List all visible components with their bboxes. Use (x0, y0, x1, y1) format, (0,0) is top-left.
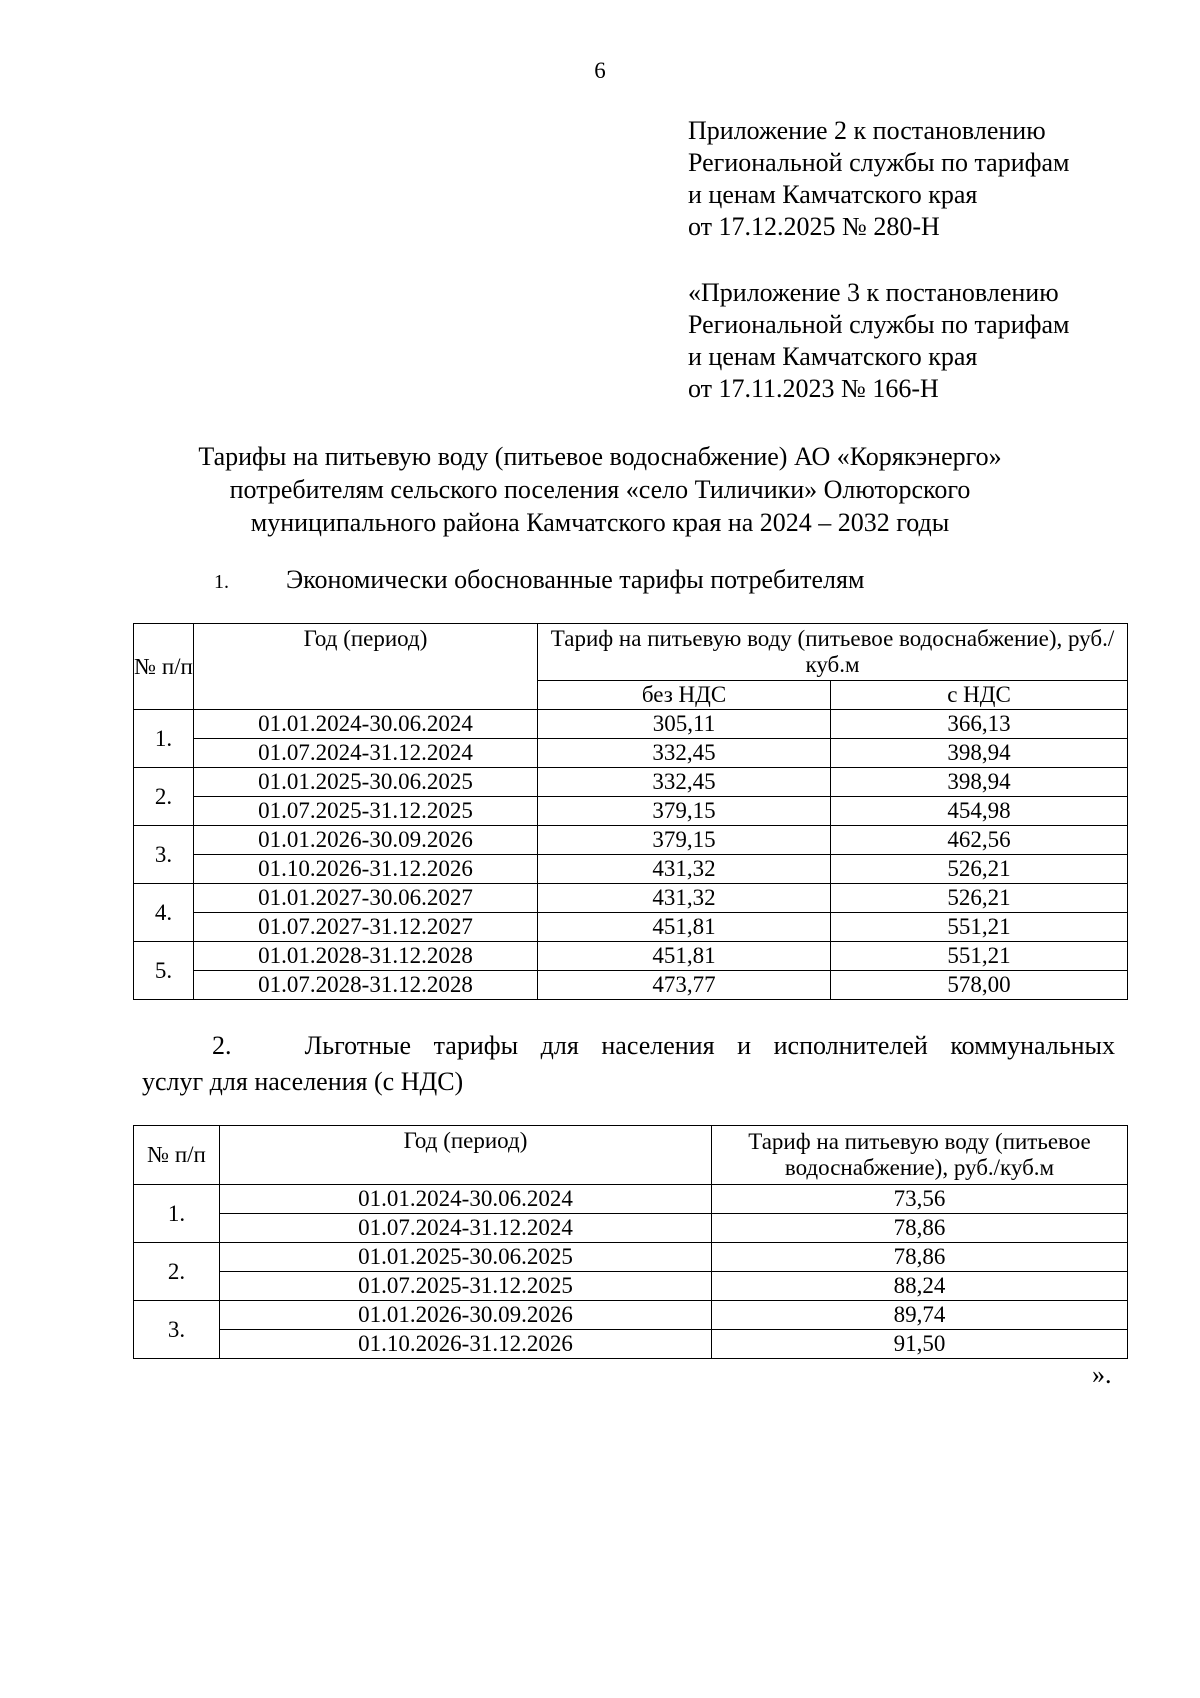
table-row (134, 884, 1128, 913)
table-row (134, 797, 1128, 826)
tariff-with-vat-cell: 462,56 (831, 826, 1128, 855)
period-cell: 01.01.2026-30.09.2026 (194, 826, 538, 855)
appendix-original-line: Региональной службы по тарифам (688, 310, 1070, 339)
header-num: № п/п (134, 1126, 220, 1185)
tariff-cell: 78,86 (712, 1243, 1128, 1272)
appendix-current-reference (688, 115, 1069, 243)
tariff-cell: 89,74 (712, 1301, 1128, 1330)
period-cell: 01.07.2025-31.12.2025 (220, 1272, 712, 1301)
table-row (134, 710, 1128, 739)
appendix-current-line: Региональной службы по тарифам (688, 148, 1070, 177)
row-number: 1. (134, 1185, 220, 1243)
header-period: Год (период) (220, 1126, 712, 1185)
appendix-current-line: от 17.12.2025 № 280-Н (688, 212, 940, 241)
period-cell: 01.01.2024-30.06.2024 (220, 1185, 712, 1214)
row-number: 2. (134, 1243, 220, 1301)
appendix-current-line: и ценам Камчатского края (688, 180, 978, 209)
tariff-no-vat-cell: 451,81 (538, 913, 831, 942)
appendix-original-line: от 17.11.2023 № 166-Н (688, 374, 939, 403)
period-cell: 01.07.2024-31.12.2024 (220, 1214, 712, 1243)
table-row (134, 942, 1128, 971)
period-cell: 01.07.2024-31.12.2024 (194, 739, 538, 768)
section-2-heading (142, 1028, 1115, 1100)
tariff-with-vat-cell: 366,13 (831, 710, 1128, 739)
section-1-number: 1. (214, 571, 229, 593)
appendix-original-line: «Приложение 3 к постановлению (688, 278, 1059, 307)
appendix-original-line: и ценам Камчатского края (688, 342, 978, 371)
period-cell: 01.07.2027-31.12.2027 (194, 913, 538, 942)
row-number: 3. (134, 826, 194, 884)
header-with-vat: с НДС (831, 681, 1128, 710)
section-2-number: 2. (212, 1031, 232, 1060)
row-number: 4. (134, 884, 194, 942)
page-number: 6 (594, 58, 606, 83)
tariff-with-vat-cell: 454,98 (831, 797, 1128, 826)
section-2-heading-word: тарифы (433, 1031, 519, 1060)
table-row (134, 913, 1128, 942)
section-2-heading-word: Льготные (304, 1031, 412, 1060)
table-row (134, 1301, 1128, 1330)
table-row (134, 855, 1128, 884)
period-cell: 01.01.2028-31.12.2028 (194, 942, 538, 971)
document-title-line: Тарифы на питьевую воду (питьевое водоснабжение) АО «Корякэнерго» (198, 442, 1002, 471)
appendix-original-reference (688, 277, 1069, 405)
section-2-heading-line1 (142, 1028, 1115, 1064)
period-cell: 01.07.2025-31.12.2025 (194, 797, 538, 826)
period-cell: 01.10.2026-31.12.2026 (220, 1330, 712, 1359)
table-row (134, 739, 1128, 768)
period-cell: 01.01.2024-30.06.2024 (194, 710, 538, 739)
tariff-cell: 88,24 (712, 1272, 1128, 1301)
table-row (134, 1243, 1128, 1272)
table-row (134, 1185, 1128, 1214)
preferential-tariffs-table (133, 1125, 1128, 1359)
tariff-no-vat-cell: 431,32 (538, 855, 831, 884)
header-tariff: Тариф на питьевую воду (питьевое водоснабжение), руб./куб.м (712, 1126, 1128, 1185)
section-2-heading-line2: услуг для населения (с НДС) (142, 1067, 464, 1096)
section-2-heading-word: исполнителей (773, 1031, 928, 1060)
tariff-with-vat-cell: 398,94 (831, 739, 1128, 768)
tariff-no-vat-cell: 379,15 (538, 826, 831, 855)
period-cell: 01.01.2026-30.09.2026 (220, 1301, 712, 1330)
tariff-no-vat-cell: 305,11 (538, 710, 831, 739)
tariff-with-vat-cell: 578,00 (831, 971, 1128, 1000)
period-cell: 01.01.2025-30.06.2025 (194, 768, 538, 797)
section-1-heading-text: Экономически обоснованные тарифы потребителям (286, 565, 865, 594)
header-tariff: Тариф на питьевую воду (питьевое водоснабжение), руб./куб.м (538, 624, 1128, 681)
tariff-with-vat-cell: 398,94 (831, 768, 1128, 797)
table-row (134, 1330, 1128, 1359)
row-number: 3. (134, 1301, 220, 1359)
section-1-heading (214, 565, 864, 595)
table-row (134, 768, 1128, 797)
tariff-cell: 91,50 (712, 1330, 1128, 1359)
closing-quote: ». (1092, 1360, 1112, 1389)
tariff-cell: 78,86 (712, 1214, 1128, 1243)
header-period: Год (период) (194, 624, 538, 710)
tariff-with-vat-cell: 526,21 (831, 884, 1128, 913)
period-cell: 01.01.2027-30.06.2027 (194, 884, 538, 913)
tariff-no-vat-cell: 431,32 (538, 884, 831, 913)
table-row (134, 1214, 1128, 1243)
section-2-heading-word: населения (601, 1031, 715, 1060)
economic-tariffs-table (133, 623, 1128, 1000)
tariff-no-vat-cell: 332,45 (538, 768, 831, 797)
tariff-with-vat-cell: 551,21 (831, 942, 1128, 971)
table-row (134, 1272, 1128, 1301)
table-row (134, 971, 1128, 1000)
tariff-no-vat-cell: 379,15 (538, 797, 831, 826)
tariff-no-vat-cell: 332,45 (538, 739, 831, 768)
table-row (134, 826, 1128, 855)
tariff-with-vat-cell: 526,21 (831, 855, 1128, 884)
document-title-line: муниципального района Камчатского края на 2024 – 2032 годы (250, 508, 950, 537)
section-2-heading-word: и (737, 1031, 752, 1060)
period-cell: 01.01.2025-30.06.2025 (220, 1243, 712, 1272)
appendix-current-line: Приложение 2 к постановлению (688, 116, 1046, 145)
section-2-heading-word: для (540, 1031, 579, 1060)
row-number: 1. (134, 710, 194, 768)
tariff-no-vat-cell: 473,77 (538, 971, 831, 1000)
tariff-cell: 73,56 (712, 1185, 1128, 1214)
document-title-line: потребителям сельского поселения «село Тиличики» Олюторского (229, 475, 971, 504)
period-cell: 01.10.2026-31.12.2026 (194, 855, 538, 884)
tariff-no-vat-cell: 451,81 (538, 942, 831, 971)
header-num: № п/п (134, 624, 194, 710)
tariff-with-vat-cell: 551,21 (831, 913, 1128, 942)
period-cell: 01.07.2028-31.12.2028 (194, 971, 538, 1000)
section-2-heading-word: коммунальных (950, 1031, 1115, 1060)
row-number: 5. (134, 942, 194, 1000)
header-no-vat: без НДС (538, 681, 831, 710)
row-number: 2. (134, 768, 194, 826)
document-title (0, 440, 1200, 539)
